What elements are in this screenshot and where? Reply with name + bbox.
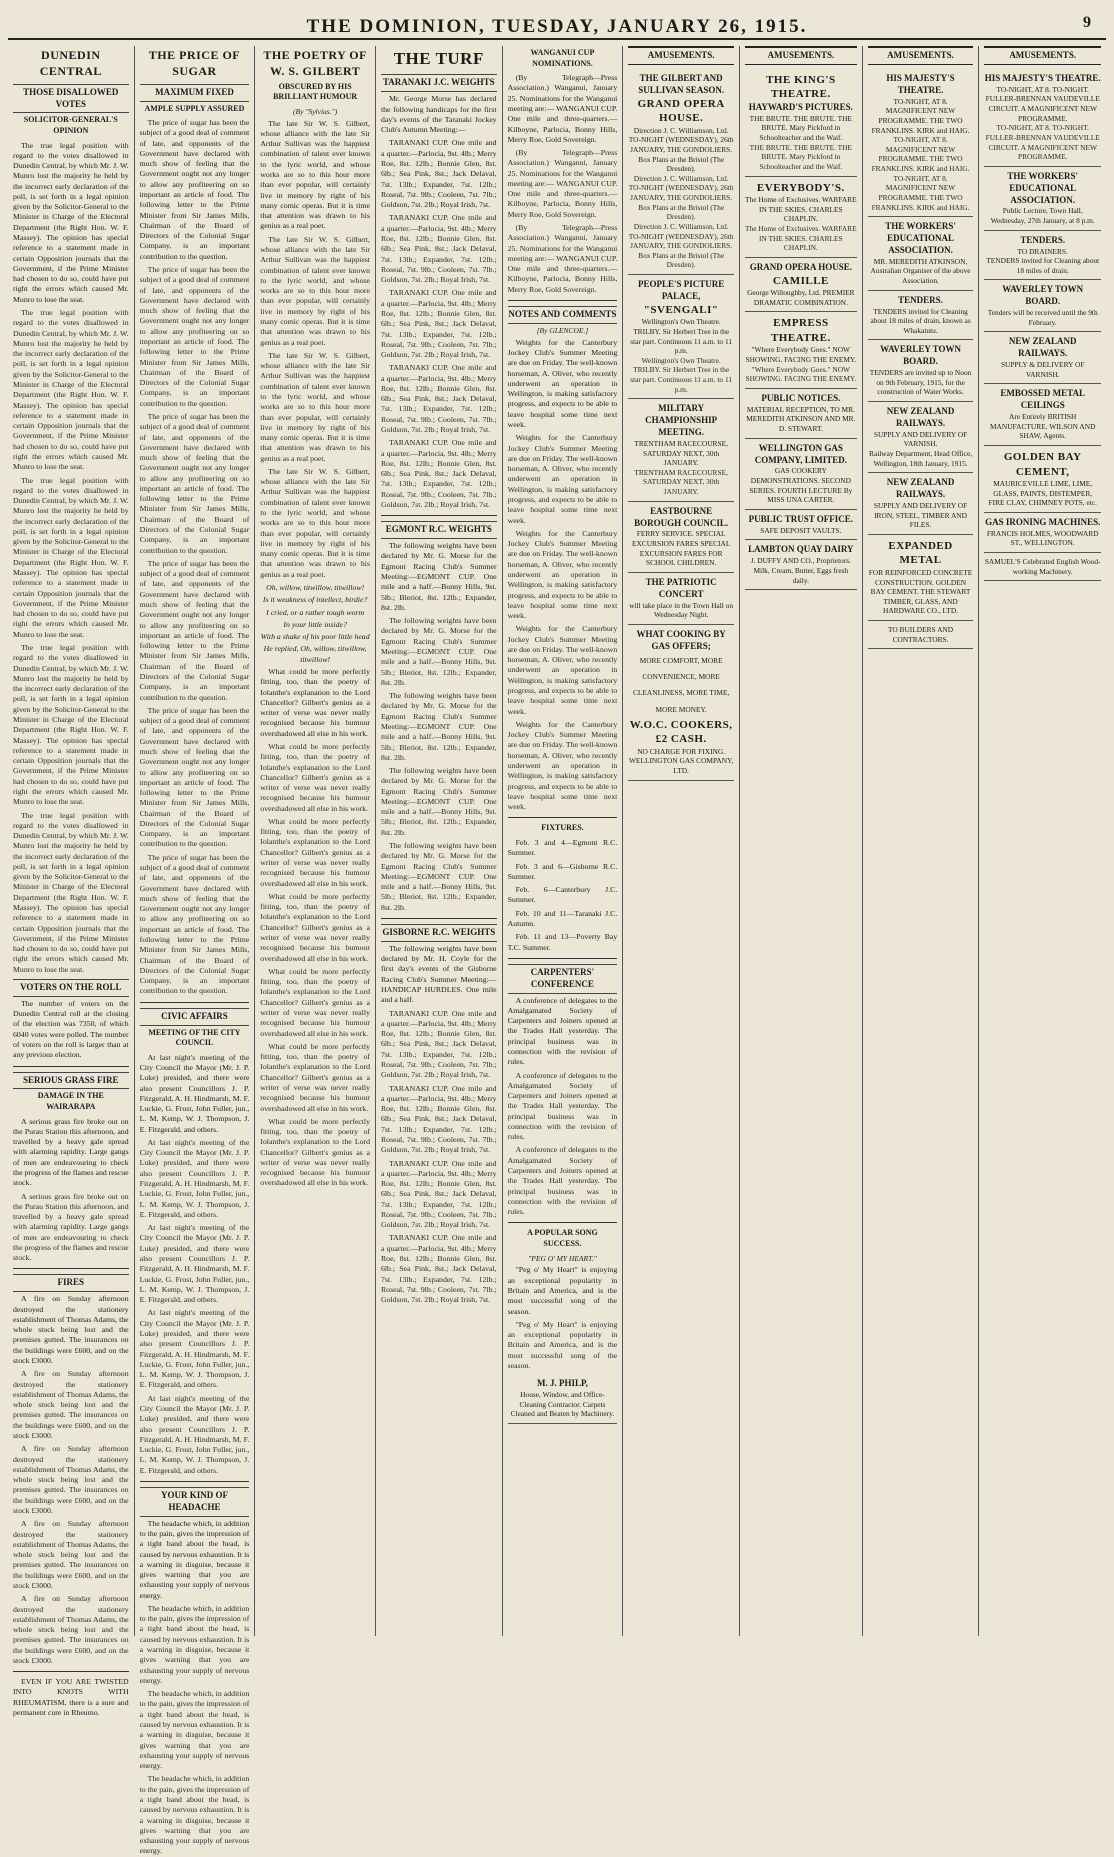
advert-body-continued: TRENTHAM RACECOURSE, SATURDAY NEXT, 30th JANUARY.: [634, 467, 728, 497]
section-body-continued: A fire on Sunday afternoon destroyed the stationery establishment of Thomas Adams, the whole stock being lost and the premises gutted. The insurances on the buildings were £600, and on the stock £3000.: [13, 1369, 129, 1440]
section-title: FIXTURES.: [541, 823, 584, 833]
advert: [868, 69, 974, 217]
fixture-item: Feb. 6—Canterbury J.C. Summer.: [507, 885, 618, 905]
advert-title: EASTBOURNE BOROUGH COUNCIL.: [634, 505, 729, 528]
advert-body: GAS COOKERY DEMONSTRATIONS. SECOND SERIES. FOURTH LECTURE By MISS UNA CARTER.: [749, 466, 853, 505]
article-body-continued: What could be more perfectly fitting, too, than the poetry of Iolanthe's explanation to the Lord Chancellor? Gilbert's genius as a writer of verse was never really recognised because his humour overshadowed all else in his work.: [260, 1041, 370, 1113]
divider: [13, 1066, 129, 1067]
article-subtitle: OBSCURED BY HIS BRILLIANT HUMOUR: [273, 81, 358, 102]
section-body: The following weights have been declared by Mr. H. Coyle for the first day's events of the Gisborne Racing Club's Summer Meeting:— HANDICAP HURDLES. One mile and a half.: [380, 943, 497, 1005]
article-body: The true legal position with regard to the votes disallowed in Dunedin Central, by which Mr. J. W. Munro lost the majority he held by the incorrect early declaration of the poll, is set forth in a legal opinion given by the Solicitor-General to the Minister in Charge of the Electoral Department (the Right Hon. W. F. Massey). The opinion has special reference to a statement made in certain Opposition journals that the Government, if the Prime Minister had chosen to do so, could have put right the errors which caused Mr. Munro to lose the seat.: [13, 140, 129, 304]
article-body-continued: The true legal position with regard to the votes disallowed in Dunedin Central, by which Mr. J. W. Munro lost the majority he held by the incorrect early declaration of the poll, is set forth in a legal opinion given by the Solicitor-General to the Minister in Charge of the Electoral Department (the Right Hon. W. F. Massey). The opinion has special reference to a statement made in certain Opposition journals that the Government, if the Prime Minister had chosen to do so, could have put right the errors which caused Mr. Munro to lose the seat.: [13, 475, 129, 639]
poem: [260, 583, 370, 665]
section-body-continued: "Peg o' My Heart" is enjoying an exceptional popularity in Britain and America, and is the most successful song of the season.: [507, 1319, 618, 1370]
article-body-continued: The price of sugar has been the subject of a good deal of comment of late, and opponents of the Government have declared with much show of feeling that the Government ought not any longer to allow any profiteering on so important an article of food. The following letter to the Prime Minister from Sir James Mills, Chairman of the Board of Directors of the Colonial Sugar Company, is an important contribution to the question.: [139, 265, 250, 408]
section-subtitle: DAMAGE IN THE WAIRARAPA: [37, 1091, 104, 1111]
poem-line: In your little inside?: [283, 619, 347, 629]
advert-body: House, Window, and Office-Cleaning Contractor. Carpets Cleaned and Beaten by Machinery.: [510, 1390, 615, 1419]
advert: [984, 513, 1101, 553]
advert-body: TENDERS invited for Cleaning about 18 miles of drain.: [986, 256, 1100, 275]
section-header: AMUSEMENTS.: [984, 46, 1101, 65]
divider: [140, 1481, 250, 1482]
advert: [984, 332, 1101, 384]
advert-title: WELLINGTON GAS COMPANY, LIMITED.: [754, 442, 847, 465]
advert-title: GRAND OPERA HOUSE.: [749, 261, 852, 272]
section-body-continued: A serious grass fire broke out on the Purau Station this afternoon, and travelled by a heavy gale spread with alarming rapidity. Large gangs of men are endeavouring to check the progress of the flames and rescue stock.: [13, 1191, 129, 1263]
advert-title: THE GILBERT AND SULLIVAN SEASON.: [638, 72, 725, 95]
divider: [508, 817, 618, 818]
advert-title: EMPRESS THEATRE.: [770, 317, 831, 344]
divider: [13, 1268, 129, 1269]
advert-body: Direction J. C. Williamson, Ltd. TO-NIGHT (WEDNESDAY), 26th JANUARY, THE GONDOLIERS. Box Plans at the Bristol (The Dresden).: [628, 125, 734, 174]
section-header: AMUSEMENTS.: [745, 46, 857, 65]
article-body-continued: The price of sugar has been the subject of a good deal of comment of late, and opponents of the Government have declared with much show of feeling that the Government ought not any longer to allow any profiteering on so important an article of food. The following letter to the Prime Minister from Sir James Mills, Chairman of the Board of Directors of the Colonial Sugar Company, is an important contribution to the question.: [139, 558, 250, 702]
advert-body: TENDERS are invited up to Noon on 9th February, 1915, for the construction of Water Works.: [869, 368, 972, 397]
advert: [628, 502, 734, 573]
poem-line: He replied, Oh, willow, titwillow, titwillow!: [263, 644, 367, 664]
article-title: DUNEDIN CENTRAL: [39, 48, 102, 78]
advert-body: George Willoughby, Ltd. PREMIER DRAMATIC COMBINATION.: [747, 288, 855, 307]
article-body: (By Telegraph—Press Association.) Wanganui, January 25. Nominations for the Wanganui meeting are:— WANGANUI CUP. One mile and three-quarters.—Kilboyne, Parlocia, Bonny Hills, Merry Roe, Gold Sovereign.: [507, 73, 618, 144]
section-title: CARPENTERS' CONFERENCE: [508, 964, 618, 994]
section-body-continued: At last night's meeting of the City Council the Mayor (Mr. J. P. Luke) presided, and there were also present Councillors J. P. Fitzgerald, A. H. Hindmarsh, M. F. Luckie, G. Frost, John Fuller, jun., L. M. Kemp, W. J. Thompson, J. E. Fitzgerald, and others.: [139, 1308, 250, 1390]
article-body-continued: (By Telegraph—Press Association.) Wanganui, January 25. Nominations for the Wanganui meeting are:— WANGANUI CUP. One mile and three-quarters.—Kilboyne, Parlocia, Bonny Hills, Merry Roe, Gold Sovereign.: [507, 223, 618, 294]
advert: [984, 69, 1101, 167]
advert: [628, 573, 734, 625]
advert-title: EXPANDED METAL: [888, 539, 953, 567]
section-body: A conference of delegates to the Amalgamated Society of Carpenters and Joiners opened at the Trades Hall yesterday. The principal business was in connection with the revision of rules.: [507, 995, 618, 1067]
article-subtitle: THOSE DISALLOWED VOTES: [13, 84, 129, 114]
article-body-continued: TARANAKI CUP. One mile and a quarter.—Parlocia, 9st. 4lb.; Merry Roe, 8st. 12lb.; Bonnie Glen, 8st. 6lb.; Sea Pink, 8st.; Jack Delaval, 7st. 13lb.; Expander, 7st. 12lb.; Roseal, 7st. 9lb.; Cooleen, 7st. 7lb.; Goldson, 7st. 2lb.; Royal Irish, 7st.: [380, 363, 497, 435]
section-title: YOUR KIND OF HEADACHE: [140, 1487, 250, 1517]
advert: [984, 167, 1101, 231]
section-body-continued: The following weights have been declared by Mr. G. Morse for the Egmont Racing Club's Summer Meeting:—EGMONT CUP. One mile and a half.—Bonny Hills, 9st. 5lb.; Bleriot, 8st. 12lb.; Expander, 8st. 2lb.: [380, 616, 497, 687]
section-title: FIRES: [13, 1274, 129, 1292]
advert-subtitle: SUPPLY AND DELIVERY OF VARNISH.: [873, 429, 968, 449]
article-body-continued: What could be more perfectly fitting, too, than the poetry of Iolanthe's explanation to the Lord Chancellor? Gilbert's genius as a writer of verse was never really recognised because his humour overshadowed all else in his work.: [260, 891, 370, 963]
article-body-continued: (By Telegraph—Press Association.) Wanganui, January 25. Nominations for the Wanganui meeting are:— WANGANUI CUP. One mile and three-quarters.—Kilboyne, Parlocia, Bonny Hills, Merry Roe, Gold Sovereign.: [507, 148, 618, 219]
article-body-continued: The true legal position with regard to the votes disallowed in Dunedin Central, by which Mr. J. W. Munro lost the majority he held by the incorrect early declaration of the poll, is set forth in a legal opinion given by the Solicitor-General to the Minister in Charge of the Electoral Department (the Right Hon. W. F. Massey). The opinion has special reference to a statement made in certain Opposition journals that the Government, if the Prime Minister had chosen to do so, could have put right the errors which caused Mr. Munro to lose the seat.: [13, 308, 129, 472]
section-title: SERIOUS GRASS FIRE: [13, 1072, 129, 1090]
advert-subtitle: TO DRAINERS.: [1017, 246, 1068, 256]
advert-title: LAMBTON QUAY DAIRY: [748, 544, 854, 555]
advert-body-continued: The Home of Exclusives. WARFARE IN THE SKIES. CHARLES CHAPLIN.: [745, 223, 857, 253]
section-body: A fire on Sunday afternoon destroyed the stationery establishment of Thomas Adams, the whole stock being lost and the premises gutted. The insurances on the buildings were £600, and on the stock £3000.: [13, 1294, 129, 1366]
section-header: AMUSEMENTS.: [628, 46, 734, 65]
section-title: A POPULAR SONG SUCCESS.: [527, 1228, 598, 1248]
advert: [984, 384, 1101, 446]
article-subtitle-2: AMPLE SUPPLY ASSURED: [144, 103, 245, 113]
advert: [508, 1374, 618, 1424]
advert-body: J. DUFFY AND CO., Proprietors. Milk, Cream, Butter, Eggs fresh daily.: [750, 556, 852, 585]
advert-body: SAMUEL'S Celebrated English Wood-working Machinery.: [984, 557, 1101, 576]
advert-title: THE KING'S THEATRE.: [766, 73, 836, 101]
article-body: The late Sir W. S. Gilbert, whose alliance with the late Sir Arthur Sullivan was the happiest combination of talent ever known to the lyric world, and whose works are so to this hour more than ever popular, will certainly live in memory by right of his many comic operas. But it is time that attention was drawn to his genius as a real poet.: [260, 118, 370, 231]
fixture-item: Feb. 11 and 13—Poverty Bay T.C. Summer.: [507, 932, 618, 952]
advert: [984, 553, 1101, 581]
section-subtitle: "PEG O' MY HEART.": [528, 1253, 597, 1263]
advert-body: will take place in the Town Hall on Wednesday Night.: [629, 600, 734, 620]
section-title: EGMONT R.C. WEIGHTS: [381, 521, 497, 539]
article-body-continued: What could be more perfectly fitting, too, than the poetry of Iolanthe's explanation to the Lord Chancellor? Gilbert's genius as a writer of verse was never really recognised because his humour overshadowed all else in his work.: [260, 966, 370, 1038]
advert-price: W.O.C. COOKERS, £2 CASH.: [629, 718, 733, 746]
section-body-continued: A conference of delegates to the Amalgamated Society of Carpenters and Joiners opened at the Trades Hall yesterday. The principal business was in connection with the revision of rules.: [507, 1070, 618, 1142]
poem-line: I cried, or a rather tough worm: [266, 607, 365, 617]
columns: [8, 46, 1106, 1856]
advert: [745, 510, 857, 541]
advert: [628, 69, 734, 275]
advert-body-continued: "Where Everybody Goes." NOW SHOWING. FACING THE ENEMY.: [745, 364, 857, 384]
advert-title: HIS MAJESTY'S THEATRE.: [984, 72, 1101, 83]
article-body-continued: TARANAKI CUP. One mile and a quarter.—Parlocia, 9st. 4lb.; Merry Roe, 8st. 12lb.; Bonnie Glen, 8st. 6lb.; Sea Pink, 8st.; Jack Delaval, 7st. 13lb.; Expander, 7st. 12lb.; Roseal, 7st. 9lb.; Cooleen, 7st. 7lb.; Goldson, 7st. 2lb.; Royal Irish, 7st.: [380, 288, 497, 360]
fixture-item: Feb. 3 and 4—Egmont R.C. Summer.: [507, 837, 618, 858]
section-body-continued: At last night's meeting of the City Council the Mayor (Mr. J. P. Luke) presided, and there were also present Councillors J. P. Fitzgerald, A. H. Hindmarsh, M. F. Luckie, G. Frost, John Fuller, jun., L. M. Kemp, W. J. Thompson, J. E. Fitzgerald, and others.: [139, 1223, 250, 1305]
section-body-continued: Weights for the Canterbury Jockey Club's Summer Meeting are due on Friday. The well-known horseman, A. Oliver, who recently underwent an operation in Wellington, is making satisfactory progress, and expects to be able to leave hospital some time next week.: [507, 624, 618, 716]
advert: [745, 540, 857, 590]
advert-body: SAFE DEPOSIT VAULTS.: [760, 525, 842, 535]
byline: (By "Sylvius."): [293, 106, 338, 116]
article-body-continued: TARANAKI CUP. One mile and a quarter.—Parlocia, 9st. 4lb.; Merry Roe, 8st. 12lb.; Bonnie Glen, 8st. 6lb.; Sea Pink, 8st.; Jack Delaval, 7st. 13lb.; Expander, 7st. 12lb.; Roseal, 7st. 9lb.; Cooleen, 7st. 7lb.; Goldson, 7st. 2lb.; Royal Irish, 7st.: [380, 438, 497, 509]
section-body-continued: At last night's meeting of the City Council the Mayor (Mr. J. P. Luke) presided, and there were also present Councillors J. P. Fitzgerald, A. H. Hindmarsh, M. F. Luckie, G. Frost, John Fuller, jun., L. M. Kemp, W. J. Thompson, J. E. Fitzgerald, and others.: [139, 1393, 250, 1475]
advert-title: WAVERLEY TOWN BOARD.: [1002, 284, 1084, 307]
article-body-continued: The price of sugar has been the subject of a good deal of comment of late, and opponents of the Government have declared with much show of feeling that the Government ought not any longer to allow any profiteering on so important an article of food. The following letter to the Prime Minister from Sir James Mills, Chairman of the Board of Directors of the Colonial Sugar Company, is an important contribution to the question.: [139, 705, 250, 849]
advert-body: FERRY SERVICE. SPECIAL EXCURSION FARES SPECIAL EXCURSION FARES FOR SCHOOL CHILDREN.: [631, 529, 731, 568]
advert-body: TO BUILDERS AND CONTRACTORS.: [887, 625, 954, 644]
advert-title: GAS IRONING MACHINES.: [985, 516, 1101, 527]
section-title: NOTES AND COMMENTS: [508, 306, 618, 324]
advert-body: TRENTHAM RACECOURSE, SATURDAY NEXT, 30th JANUARY.: [634, 438, 728, 468]
advert: [745, 312, 857, 389]
section-body-continued: A fire on Sunday afternoon destroyed the stationery establishment of Thomas Adams, the whole stock being lost and the premises gutted. The insurances on the buildings were £600, and on the stock £3000.: [13, 1594, 129, 1665]
advert-title: TENDERS.: [898, 294, 943, 305]
article-body-continued: The true legal position with regard to the votes disallowed in Dunedin Central, by which Mr. J. W. Munro lost the majority he held by the incorrect early declaration of the poll, is set forth in a legal opinion given by the Solicitor-General to the Minister in Charge of the Electoral Department (the Right Hon. W. F. Massey). The opinion has special reference to a statement made in certain Opposition journals that the Government, if the Prime Minister had chosen to do so, could have put right the errors which caused Mr. Munro to lose the seat.: [13, 643, 129, 807]
advert: [868, 621, 974, 649]
article-body-continued: What could be more perfectly fitting, too, than the poetry of Iolanthe's explanation to the Lord Chancellor? Gilbert's genius as a writer of verse was never really recognised because his humour overshadowed all else in his work.: [260, 1116, 370, 1188]
article-body-continued: The price of sugar has been the subject of a good deal of comment of late, and opponents of the Government have declared with much show of feeling that the Government ought not any longer to allow any profiteering on so important an article of food. The following letter to the Prime Minister from Sir James Mills, Chairman of the Board of Directors of the Colonial Sugar Company, is an important contribution to the question.: [139, 852, 250, 996]
section-body-continued: Weights for the Canterbury Jockey Club's Summer Meeting are due on Friday. The well-known horseman, A. Oliver, who recently underwent an operation in Wellington, is making satisfactory progress, and expects to be able to leave hospital some time next week.: [507, 719, 618, 812]
advert-title: PUBLIC TRUST OFFICE.: [748, 513, 854, 524]
section-body-continued: TARANAKI CUP. One mile and a quarter.—Parlocia, 9st. 4lb.; Merry Roe, 8st. 12lb.; Bonnie Glen, 8st. 6lb.; Sea Pink, 8st.; Jack Delaval, 7st. 13lb.; Expander, 7st. 12lb.; Roseal, 7st. 9lb.; Cooleen, 7st. 7lb.; Goldson, 7st. 2lb.; Royal Irish, 7st.: [380, 1083, 497, 1155]
section-body-continued: At last night's meeting of the City Council the Mayor (Mr. J. P. Luke) presided, and there were also present Councillors J. P. Fitzgerald, A. H. Hindmarsh, M. F. Luckie, G. Frost, John Fuller, jun., L. M. Kemp, W. J. Thompson, J. E. Fitzgerald, and others.: [139, 1137, 250, 1219]
advert-body: Wellington's Own Theatre. TRILBY. Sir Herbert Tree in the star part. Continuous 11 a.m. to 11 p.m.: [630, 317, 733, 356]
advert-title: THE PATRIOTIC CONCERT: [645, 576, 717, 599]
advert: [868, 473, 974, 535]
article-title: THE TURF: [393, 49, 484, 68]
fixture-item: Feb. 10 and 11—Taranaki J.C. Autumn.: [507, 908, 618, 928]
advert: [745, 177, 857, 258]
advert-title: TENDERS.: [1020, 234, 1066, 245]
advert: [745, 258, 857, 313]
advert-title: WHAT COOKING BY GAS OFFERS;: [636, 628, 726, 651]
advert-body: FRANCIS HOLMES, WOODWARD ST., WELLINGTON.: [986, 528, 1099, 548]
section-body-continued: A conference of delegates to the Amalgamated Society of Carpenters and Joiners opened at the Trades Hall yesterday. The principal business was in connection with the revision of rules.: [507, 1145, 618, 1217]
section-title: CIVIC AFFAIRS: [140, 1008, 250, 1026]
advert: [868, 402, 974, 473]
section-body-continued: Weights for the Canterbury Jockey Club's Summer Meeting are due on Friday. The well-known horseman, A. Oliver, who recently underwent an operation in Wellington, is making satisfactory progress, and expects to be able to leave hospital some time next week.: [507, 528, 618, 621]
section-title: GISBORNE R.C. WEIGHTS: [381, 924, 497, 942]
advert-body: MAURICEVILLE LIME, LIME, GLASS, PAINTS, DISTEMPER, FIRE CLAY, CHIMNEY POTS, etc.: [988, 479, 1097, 508]
section-body-continued: The following weights have been declared by Mr. G. Morse for the Egmont Racing Club's Summer Meeting:—EGMONT CUP. One mile and a half.—Bonny Hills, 9st. 5lb.; Bleriot, 8st. 12lb.; Expander, 8st. 2lb.: [380, 766, 497, 837]
column-5: [503, 46, 624, 1636]
section-subtitle: MEETING OF THE CITY COUNCIL: [148, 1027, 241, 1048]
section-body: At last night's meeting of the City Council the Mayor (Mr. J. P. Luke) presided, and there were also present Councillors J. P. Fitzgerald, A. H. Hindmarsh, M. F. Luckie, G. Frost, John Fuller, jun., L. M. Kemp, W. J. Thompson, J. E. Fitzgerald, and others.: [139, 1052, 250, 1134]
advert-footer: NO CHARGE FOR FIXING. WELLINGTON GAS COMPANY, LTD.: [628, 746, 734, 776]
divider: [508, 1222, 618, 1223]
fixture-item: Feb. 3 and 6—Gisborne R.C. Summer.: [507, 861, 618, 881]
column-3: [255, 46, 376, 1636]
advert: [628, 625, 734, 781]
advert-body-continued: Wellington's Own Theatre. TRILBY. Sir Herbert Tree in the star part. Continuous 11 a.m. to 11 p.m.: [630, 355, 733, 394]
advert: [868, 340, 974, 402]
advert-body: Public Lecture, Town Hall, Wednesday, 27th January, at 8 p.m.: [990, 206, 1095, 225]
article-body-continued: The late Sir W. S. Gilbert, whose alliance with the late Sir Arthur Sullivan was the happiest combination of talent ever known to the lyric world, and whose works are so to this hour more than ever popular, will certainly live in memory by right of his many comic operas. But it is time that attention was drawn to his genius as a real poet.: [260, 350, 370, 463]
advert: [984, 280, 1101, 332]
article-title: WANGANUI CUP NOMINATIONS.: [530, 48, 595, 68]
article-body-continued: What could be more perfectly fitting, too, than the poetry of Iolanthe's explanation to the Lord Chancellor? Gilbert's genius as a writer of verse was never really recognised because his humour overshadowed all else in his work.: [260, 816, 370, 888]
divider: [508, 300, 618, 301]
advert-body: Are Entirely BRITISH MANUFACTURE. WILSON AND SHAW, Agents.: [989, 412, 1096, 441]
advert-title: NEW ZEALAND RAILWAYS.: [886, 477, 955, 500]
poem-line: Is it weakness of intellect, birdie?: [262, 595, 368, 605]
advert-body: Railway Department, Head Office, Wellington, 18th January, 1915.: [868, 449, 973, 468]
advert-subtitle: GRAND OPERA HOUSE.: [637, 97, 725, 125]
section-body: "Peg o' My Heart" is enjoying an exceptional popularity in Britain and America, and is the most successful song of the season.: [507, 1265, 618, 1316]
article-title: THE PRICE OF SUGAR: [148, 48, 241, 78]
divider: [381, 918, 497, 919]
column-1: [8, 46, 135, 1718]
divider: [140, 1002, 250, 1003]
advert-body: MR. MEREDITH ATKINSON, Australian Organiser of the above Association.: [870, 256, 971, 285]
advert-body-continued: THE BRUTE. THE BRUTE. THE BRUTE. Mary Pickford in Schoolteacher and the Waif.: [749, 142, 853, 171]
advert-subtitle: SUPPLY AND DELIVERY OF IRON, STEEL, TIMBER AND FILES.: [873, 501, 968, 530]
advert: [984, 231, 1101, 281]
section-body-continued: The headache which, in addition to the pain, gives the impression of a tight band about the head, is caused by nervous exhaustion. It is a warning in disguise, because it gives warning that you are exhausting your supply of nervous energy.: [139, 1603, 250, 1685]
article-body: Mr. George Morse has declared the following handicaps for the first day's events of the Taranaki Jockey Club's Autumn Meeting:—: [380, 94, 497, 135]
section-body-continued: A fire on Sunday afternoon destroyed the stationery establishment of Thomas Adams, the whole stock being lost and the premises gutted. The insurances on the buildings were £600, and on the stock £3000.: [13, 1519, 129, 1590]
column-4: [376, 46, 503, 1636]
advert-title: NEW ZEALAND RAILWAYS.: [886, 406, 955, 428]
article-body-continued: The true legal position with regard to the votes disallowed in Dunedin Central, by which Mr. J. W. Munro lost the majority he held by the incorrect early declaration of the poll, is set forth in a legal opinion given by the Solicitor-General to the Minister in Charge of the Electoral Department (the Right Hon. W. F. Massey). The opinion has special reference to a statement made in certain Opposition journals that the Government, if the Prime Minister had chosen to do so, could have put right the errors which caused Mr. Munro to lose the seat.: [13, 810, 129, 974]
advert-body: "Where Everybody Goes." NOW SHOWING. FACING THE ENEMY.: [745, 345, 857, 365]
advert-title: HIS MAJESTY'S THEATRE.: [886, 72, 955, 95]
advert-body-continued: TO-NIGHT, AT 8. TO-NIGHT. FULLER-BRENNAN VAUDEVILLE CIRCUIT. A MAGNIFICENT NEW PROGRAMME.: [985, 123, 1100, 162]
advert-title: PEOPLE'S PICTURE PALACE,: [638, 279, 725, 301]
article-subtitle-2: SOLICITOR-GENERAL'S OPINION: [23, 115, 118, 135]
masthead-title: THE DOMINION, TUESDAY, JANUARY 26, 1915.: [306, 16, 808, 37]
article-body: The price of sugar has been the subject of a good deal of comment of late, and opponents of the Government have declared with much show of feeling that the Government ought not any longer to allow any profiteering on so important an article of food. The following letter to the Prime Minister from Sir James Mills, Chairman of the Board of Directors of the Colonial Sugar Company, is an important contribution to the question.: [139, 118, 250, 261]
section-header: AMUSEMENTS.: [868, 46, 974, 65]
divider: [13, 1671, 129, 1672]
article-body-2: What could be more perfectly fitting, too, than the poetry of Iolanthe's explanation to the Lord Chancellor? Gilbert's genius as a writer of verse was never really recognised because his humour overshadowed all else in his work.: [260, 666, 370, 738]
section-body-continued: Weights for the Canterbury Jockey Club's Summer Meeting are due on Friday. The well-known horseman, A. Oliver, who recently underwent an operation in Wellington, is making satisfactory progress, and expects to be able to leave hospital some time next week.: [507, 433, 618, 525]
advert-body: Tenders will be received until the 9th February.: [987, 308, 1098, 327]
section-title: VOTERS ON THE ROLL: [13, 979, 129, 997]
section-body: A serious grass fire broke out on the Purau Station this afternoon, and travelled by a heavy gale spread with alarming rapidity. Large gangs of men are endeavouring to check the progress of the flames and rescue stock.: [13, 1116, 129, 1188]
section-body: The following weights have been declared by Mr. G. Morse for the Egmont Racing Club's Summer Meeting:—EGMONT CUP. One mile and a half.—Bonny Hills, 9st. 5lb.; Bleriot, 8st. 12lb.; Expander, 8st. 2lb.: [380, 541, 497, 612]
poem-line: With a shake of his poor little head: [260, 632, 370, 642]
advert-body-continued: Direction J. C. Williamson, Ltd. TO-NIGHT (WEDNESDAY), 26th JANUARY, THE GONDOLIERS. Box Plans at the Bristol (The Dresden).: [628, 221, 734, 270]
page-number: 9: [1083, 14, 1092, 31]
section-body-continued: The headache which, in addition to the pain, gives the impression of a tight band about the head, is caused by nervous exhaustion. It is a warning in disguise, because it gives warning that you are exhausting your supply of nervous energy.: [139, 1774, 250, 1856]
advert-body: MATERIAL RECEPTION, TO MR. MEREDITH ATKINSON AND MR. D. STEWART.: [746, 404, 856, 434]
advert-body: SUPPLY & DELIVERY OF VARNISH.: [1000, 360, 1085, 379]
advert-title: NEW ZEALAND RAILWAYS.: [1008, 336, 1077, 359]
advert-body: TENDERS invited for Cleaning about 18 miles of drain, known as Whakatutu.: [870, 306, 971, 335]
section-body-continued: The following weights have been declared by Mr. G. Morse for the Egmont Racing Club's Summer Meeting:—EGMONT CUP. One mile and a half.—Bonny Hills, 9st. 5lb.; Bleriot, 8st. 12lb.; Expander, 8st. 2lb.: [380, 691, 497, 762]
advert: [745, 439, 857, 510]
article-body-continued: The price of sugar has been the subject of a good deal of comment of late, and opponents of the Government have declared with much show of feeling that the Government ought not any longer to allow any profiteering on so important an article of food. The following letter to the Prime Minister from Sir James Mills, Chairman of the Board of Directors of the Colonial Sugar Company, is an important contribution to the question.: [139, 411, 250, 555]
advert: [868, 535, 974, 621]
article-body-continued: TARANAKI CUP. One mile and a quarter.—Parlocia, 9st. 4lb.; Merry Roe, 8st. 12lb.; Bonnie Glen, 8st. 6lb.; Sea Pink, 8st.; Jack Delaval, 7st. 13lb.; Expander, 7st. 12lb.; Roseal, 7st. 9lb.; Cooleen, 7st. 7lb.; Goldson, 7st. 2lb.; Royal Irish, 7st.: [380, 213, 497, 285]
section-body: The headache which, in addition to the pain, gives the impression of a tight band about the head, is caused by nervous exhaustion. It is a warning in disguise, because it gives warning that you are exhausting your supply of nervous energy.: [139, 1518, 250, 1600]
byline: [By GLENCOE.]: [536, 325, 589, 335]
advert-body: FOR REINFORCED CONCRETE CONSTRUCTION. GOLDEN BAY CEMENT. THE STEWART TIMBER, GLASS, AND HARDWARE CO., LTD.: [868, 567, 973, 616]
article-body-continued: The late Sir W. S. Gilbert, whose alliance with the late Sir Arthur Sullivan was the happiest combination of talent ever known to the lyric world, and whose works are so to this hour more than ever popular, will certainly live in memory by right of his many comic operas. But it is time that attention was drawn to his genius as a real poet.: [260, 466, 370, 579]
advert-body: TO-NIGHT, AT 8. MAGNIFICENT NEW PROGRAMME. THE TWO FRANKLINS. KIRK and HAIG.: [871, 96, 970, 135]
advert-subtitle: CAMILLE: [772, 274, 829, 287]
advert-title: WAVERLEY TOWN BOARD.: [880, 344, 962, 367]
advert-body: MORE COMFORT, MORE CONVENIENCE, MORE CLEANLINESS, MORE TIME, MORE MONEY.: [632, 655, 730, 714]
advert-subtitle: "SVENGALI": [643, 303, 719, 316]
advert-title: EMBOSSED METAL CEILINGS: [1000, 388, 1085, 411]
section-body-continued: TARANAKI CUP. One mile and a quarter.—Parlocia, 9st. 4lb.; Merry Roe, 8st. 12lb.; Bonnie Glen, 8st. 6lb.; Sea Pink, 8st.; Jack Delaval, 7st. 13lb.; Expander, 7st. 12lb.; Roseal, 7st. 9lb.; Cooleen, 7st. 7lb.; Goldson, 7st. 2lb.; Royal Irish, 7st.: [380, 1158, 497, 1230]
advert-title: M. J. PHILP,: [536, 1378, 588, 1389]
article-body-continued: What could be more perfectly fitting, too, than the poetry of Iolanthe's explanation to the Lord Chancellor? Gilbert's genius as a writer of verse was never really recognised because his humour overshadowed all else in his work.: [260, 741, 370, 813]
column-7: [740, 46, 863, 1636]
section-body: The number of voters on the Dunedin Central roll at the closing of the election was 7350, of which 6040 votes were polled. The number of voters on the roll is larger than at any previous election.: [13, 998, 129, 1060]
section-body-continued: TARANAKI CUP. One mile and a quarter.—Parlocia, 9st. 4lb.; Merry Roe, 8st. 12lb.; Bonnie Glen, 8st. 6lb.; Sea Pink, 8st.; Jack Delaval, 7st. 13lb.; Expander, 7st. 12lb.; Roseal, 7st. 9lb.; Cooleen, 7st. 7lb.; Goldson, 7st. 2lb.; Royal Irish, 7st.: [380, 1008, 497, 1080]
advert-title: THE WORKERS' EDUCATIONAL ASSOCIATION.: [1007, 170, 1078, 205]
advert: [868, 291, 974, 341]
article-title: THE POETRY OF W. S. GILBERT: [263, 48, 367, 78]
section-body-continued: A fire on Sunday afternoon destroyed the stationery establishment of Thomas Adams, the whole stock being lost and the premises gutted. The insurances on the buildings were £600, and on the stock £3000.: [13, 1444, 129, 1515]
advert-title: PUBLIC NOTICES.: [761, 392, 841, 403]
advert-body: The Home of Exclusives. WARFARE IN THE SKIES. CHARLES CHAPLIN.: [745, 195, 857, 224]
section-body-continued: The following weights have been declared by Mr. G. Morse for the Egmont Racing Club's Summer Meeting:—EGMONT CUP. One mile and a half.—Bonny Hills, 9st. 5lb.; Bleriot, 8st. 12lb.; Expander, 8st. 2lb.: [380, 841, 497, 912]
advert-body-continued: Direction J. C. Williamson, Ltd. TO-NIGHT (WEDNESDAY), 26th JANUARY, THE GONDOLIERS. Box Plans at the Bristol (The Dresden).: [628, 173, 734, 222]
column-8: [863, 46, 980, 1636]
section-body-continued: TARANAKI CUP. One mile and a quarter.—Parlocia, 9st. 4lb.; Merry Roe, 8st. 12lb.; Bonnie Glen, 8st. 6lb.; Sea Pink, 8st.; Jack Delaval, 7st. 13lb.; Expander, 7st. 12lb.; Roseal, 7st. 9lb.; Cooleen, 7st. 7lb.; Goldson, 7st. 2lb.; Royal Irish, 7st.: [380, 1233, 497, 1305]
article-body-continued: The late Sir W. S. Gilbert, whose alliance with the late Sir Arthur Sullivan was the happiest combination of talent ever known to the lyric world, and whose works are so to this hour more than ever popular, will certainly live in memory by right of his many comic operas. But it is time that attention was drawn to his genius as a real poet.: [260, 234, 370, 347]
advert-footer: EVEN IF YOU ARE TWISTED INTO KNOTS WITH RHEUMATISM, there is a sure and permanent cure in Rheumo.: [13, 1677, 129, 1718]
advert: [628, 399, 734, 501]
advert-subtitle: HAYWARD'S PICTURES.: [748, 101, 853, 112]
advert: [868, 217, 974, 291]
advert-body: THE BRUTE. THE BRUTE. THE BRUTE. Mary Pickford in Schoolteacher and the Waif.: [749, 113, 853, 143]
advert-body: TO-NIGHT, AT 8. TO-NIGHT. FULLER-BRENNAN VAUDEVILLE CIRCUIT. A MAGNIFICENT NEW PROGRAMME.: [985, 84, 1100, 123]
divider: [508, 958, 618, 959]
section-body: Weights for the Canterbury Jockey Club's Summer Meeting are due on Friday. The well-known horseman, A. Oliver, who recently underwent an operation in Wellington, is making satisfactory progress, and expects to be able to leave hospital some time next week.: [507, 337, 618, 430]
masthead: [8, 8, 1106, 40]
advert: [745, 389, 857, 439]
advert-title: GOLDEN BAY CEMENT,: [1003, 451, 1082, 478]
advert: [745, 69, 857, 177]
column-2: [135, 46, 256, 1856]
advert: [984, 446, 1101, 513]
advert-body-continued: TO-NIGHT, AT 8. MAGNIFICENT NEW PROGRAMME. THE TWO FRANKLINS. KIRK and HAIG.: [871, 173, 970, 212]
column-9: [979, 46, 1106, 1636]
advert-title: THE WORKERS' EDUCATIONAL ASSOCIATION.: [885, 221, 956, 255]
divider: [381, 515, 497, 516]
advert-body-continued: TO-NIGHT, AT 8. MAGNIFICENT NEW PROGRAMME. THE TWO FRANKLINS. KIRK and HAIG.: [871, 135, 970, 173]
section-body-continued: The headache which, in addition to the pain, gives the impression of a tight band about the head, is caused by nervous exhaustion. It is a warning in disguise, because it gives warning that you are exhausting your supply of nervous energy.: [139, 1689, 250, 1771]
advert-title: MILITARY CHAMPIONSHIP MEETING.: [645, 403, 718, 438]
advert: [628, 275, 734, 399]
advert-title: EVERYBODY'S.: [756, 181, 845, 194]
column-6: [623, 46, 740, 1636]
article-subtitle: TARANAKI J.C. WEIGHTS: [381, 74, 497, 92]
article-body-2: TARANAKI CUP. One mile and a quarter.—Parlocia, 9st. 4lb.; Merry Roe, 8st. 12lb.; Bonnie Glen, 8st. 6lb.; Sea Pink, 8st.; Jack Delaval, 7st. 13lb.; Expander, 7st. 12lb.; Roseal, 7st. 9lb.; Cooleen, 7st. 7lb.; Goldson, 7st. 2lb.; Royal Irish, 7st.: [380, 138, 497, 210]
article-subtitle: MAXIMUM FIXED: [140, 84, 250, 102]
poem-line: Oh, willow, titwillow, titwillow!: [266, 583, 365, 593]
